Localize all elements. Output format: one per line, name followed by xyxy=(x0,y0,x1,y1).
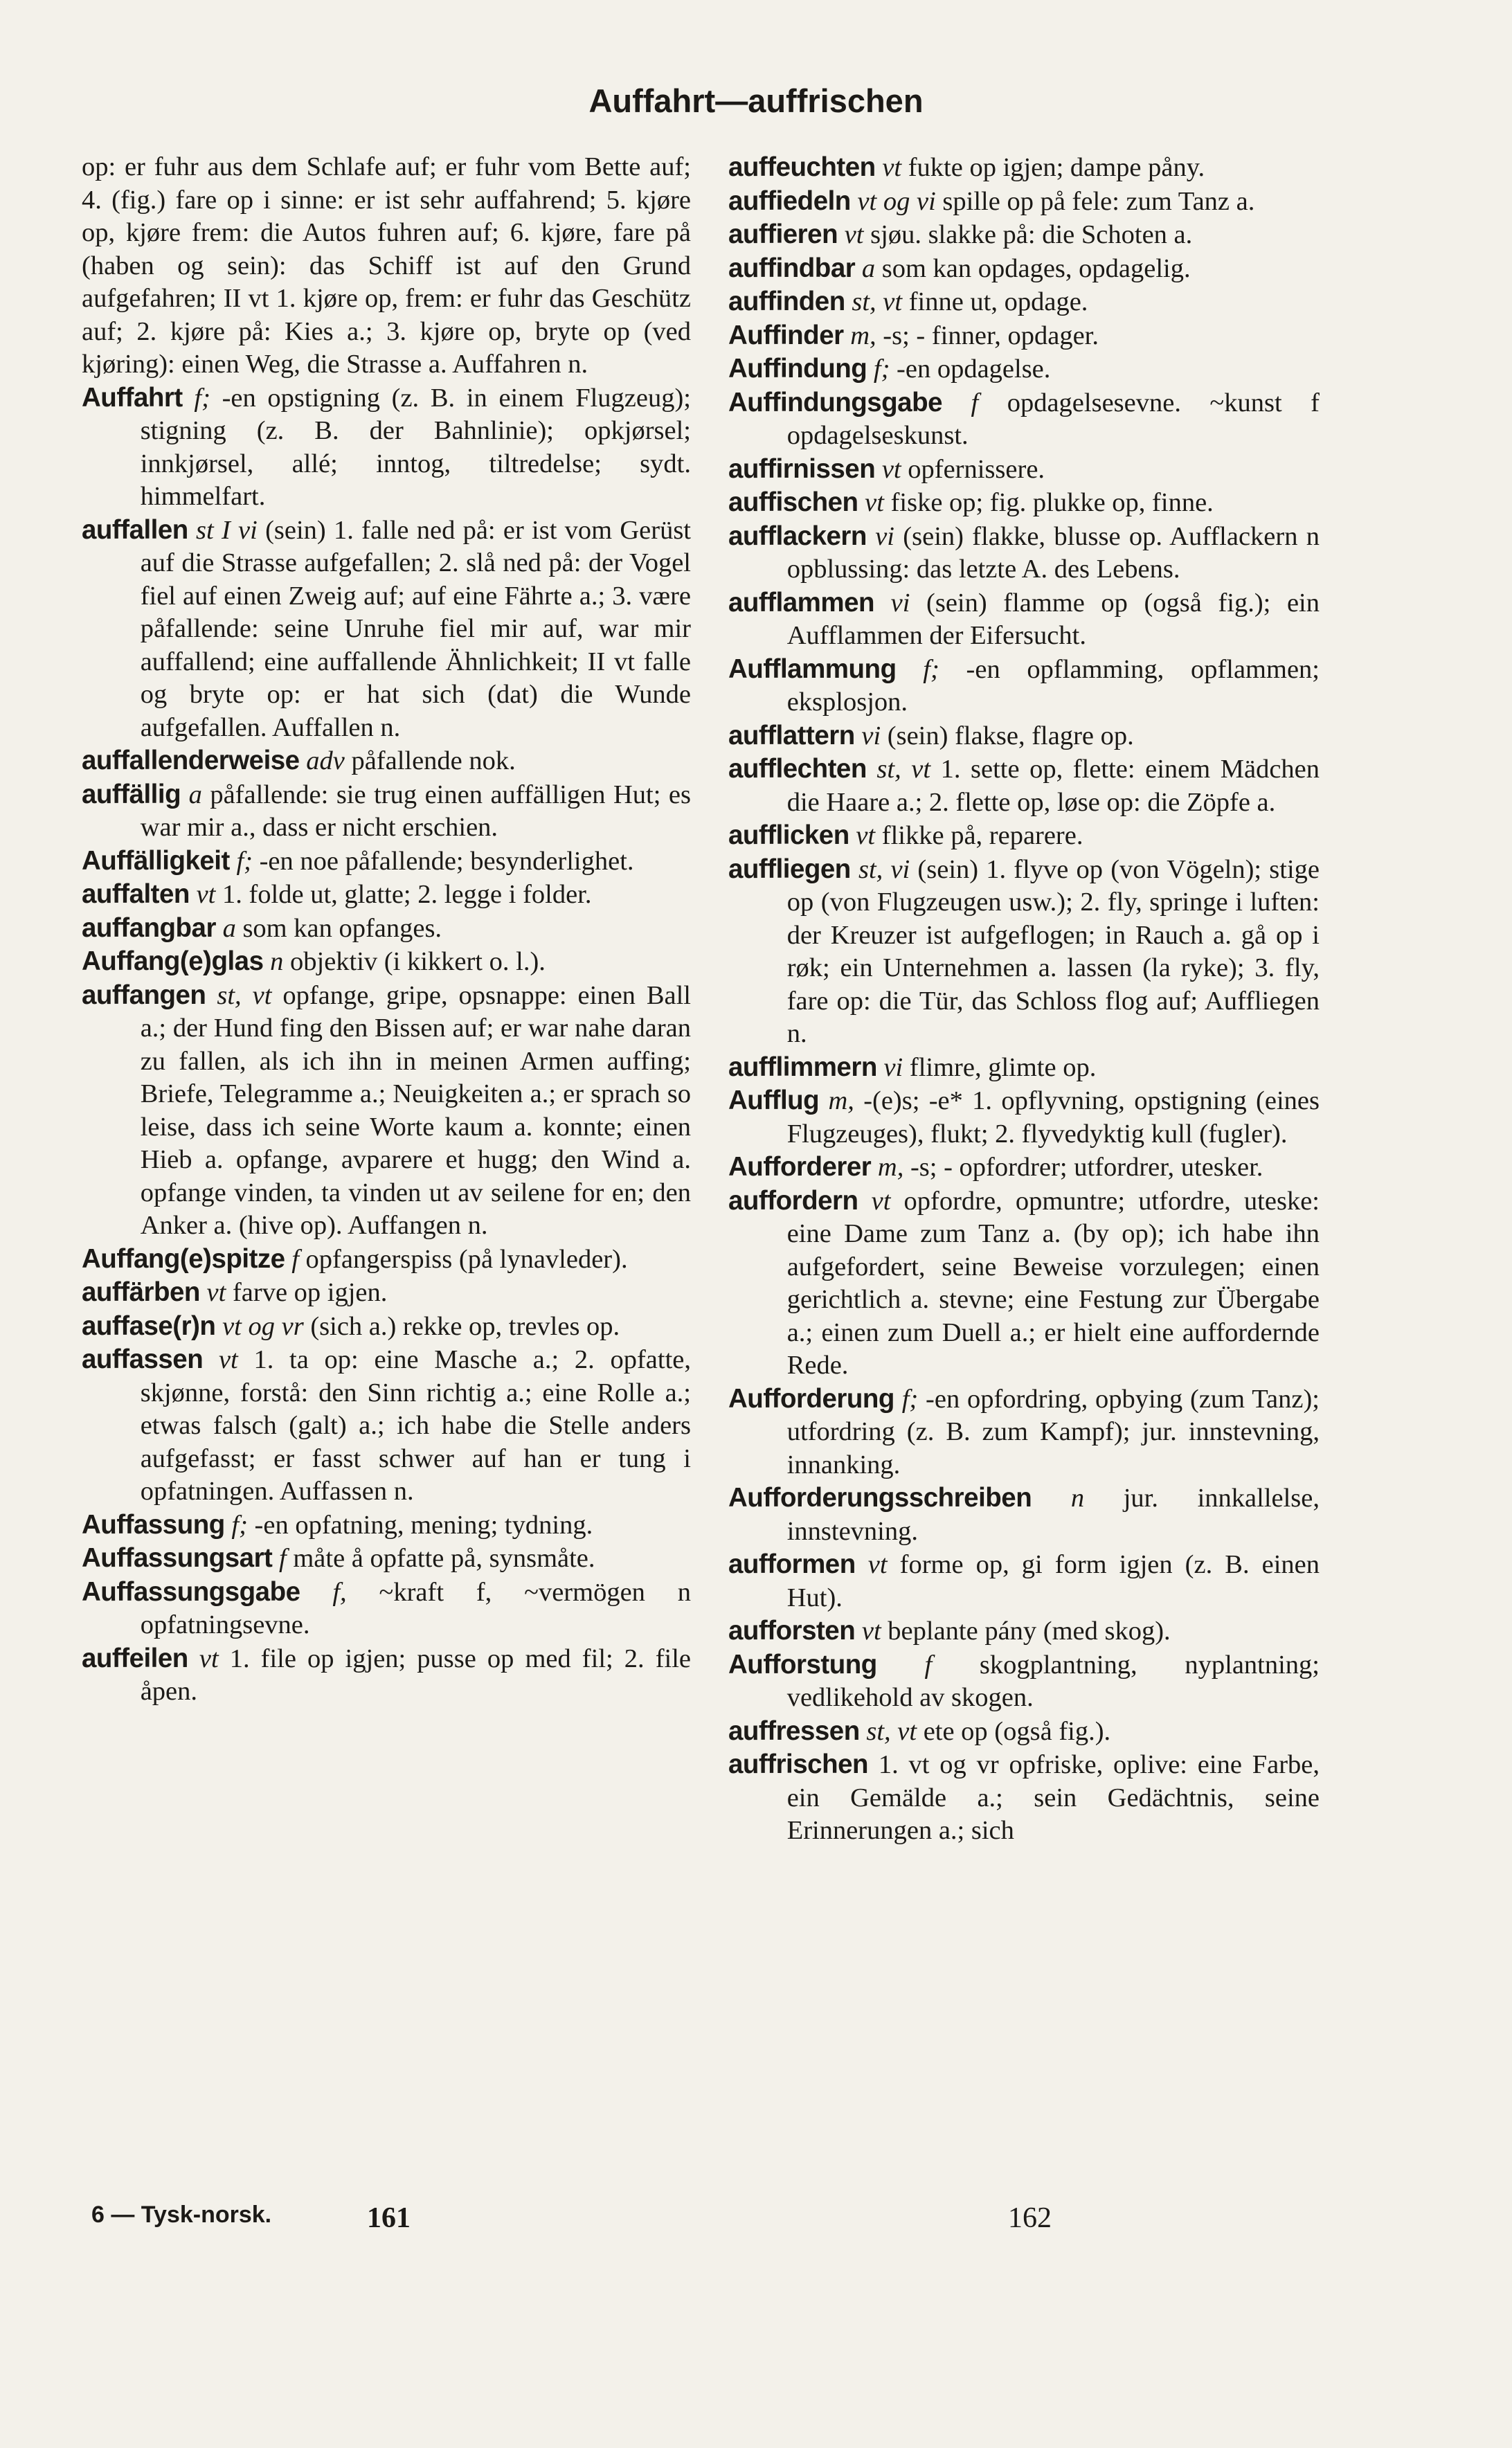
right-column xyxy=(728,151,1320,1848)
entry-text: som kan opdages, opdagelig. xyxy=(881,253,1191,283)
entry-headword: Auffassungsart xyxy=(82,1543,273,1573)
entry-headword: auffase(r)n xyxy=(82,1311,216,1341)
entry-grammar: st, vt xyxy=(866,755,941,784)
entry-grammar: f xyxy=(272,1544,294,1573)
footer-volume: 6 — Tysk-norsk. xyxy=(91,2202,272,2228)
entry-text: sjøu. slakke på: die Schoten a. xyxy=(870,220,1193,249)
dictionary-entry xyxy=(728,1614,1320,1648)
entry-grammar: vt xyxy=(849,821,882,850)
entry-text: beplante pány (med skog). xyxy=(888,1617,1171,1646)
entry-text: påfallende nok. xyxy=(351,746,516,775)
dictionary-entry xyxy=(82,1343,691,1509)
entry-text: flimre, glimte op. xyxy=(909,1052,1097,1082)
dictionary-entry xyxy=(728,1548,1320,1614)
entry-grammar: m, xyxy=(871,1153,910,1182)
entry-grammar: a xyxy=(215,913,243,943)
entry-headword: auffangbar xyxy=(82,912,216,943)
entry-headword: Auffinder xyxy=(728,320,844,350)
dictionary-entry xyxy=(82,1310,691,1344)
page-number-right: 162 xyxy=(1008,2202,1052,2234)
entry-text: 1. folde ut, glatte; 2. legge i folder. xyxy=(222,880,592,909)
dictionary-entry xyxy=(82,912,691,946)
entry-text: opfordre, opmuntre; utfordre, uteske: eine Dame zum Tanz a. (by op); ich habe ihn aufgefordert, seine Beweise vorzulegen; einen gerichtlich a. stevne; eine Festung zur Übergabe a.; einen zum Duell a.; er hielt eine auffordernde Rede. xyxy=(786,1186,1320,1380)
entry-headword: auffressen xyxy=(728,1716,860,1746)
entry-headword: Auffindungsgabe xyxy=(728,387,943,417)
entry-grammar xyxy=(868,1750,879,1779)
entry-grammar: vt xyxy=(875,454,908,484)
dictionary-entry xyxy=(728,853,1320,1051)
dictionary-entry xyxy=(82,979,691,1243)
entry-headword: auffliegen xyxy=(728,854,851,884)
entry-headword: Auffang(e)glas xyxy=(82,946,264,976)
dictionary-entry xyxy=(82,1642,691,1709)
entry-headword: Auffindung xyxy=(728,354,867,384)
entry-text: opdagelsesevne. ~kunst f opdagelseskunst. xyxy=(786,388,1320,450)
entry-grammar: vt xyxy=(203,1345,254,1374)
entry-grammar: vt xyxy=(855,1550,900,1579)
entry-grammar: f; xyxy=(896,654,966,684)
entry-headword: auffieren xyxy=(728,219,838,249)
entry-grammar: vi xyxy=(876,1052,910,1082)
dictionary-entry xyxy=(728,586,1320,653)
entry-text: opfange, gripe, opsnappe: einen Ball a.; der Hund fing den Bissen auf; er war nahe daran zu fallen, als ich ihn in meinen Armen auffing; Briefe, Telegramme a.; Neuigkeiten a.; er sprach so leise, dass ich seine Worte kaum a. konnte; einen Hieb a. opfange, avparere et hugg; den Wind a. opfange vinden, ta vinden ut av seilene for en; den Anker a. (hive op). Auffangen n. xyxy=(140,980,691,1240)
entry-grammar: st, vt xyxy=(206,980,283,1010)
dictionary-entry xyxy=(728,1084,1320,1151)
entry-headword: auffischen xyxy=(728,487,858,517)
dictionary-entry xyxy=(82,514,691,745)
entry-grammar: st I vi xyxy=(188,515,266,545)
entry-text: forme op, gi form igjen (z. B. einen Hut). xyxy=(786,1550,1320,1612)
dictionary-entry xyxy=(728,819,1320,853)
entry-text: måte å opfatte på, synsmåte. xyxy=(293,1544,595,1573)
entry-text: -en opdagelse. xyxy=(897,354,1051,384)
entry-text: farve op igjen. xyxy=(232,1278,388,1307)
entry-headword: auffinden xyxy=(728,287,845,316)
dictionary-entry xyxy=(728,352,1320,386)
dictionary-entry xyxy=(728,386,1320,453)
entry-grammar: f xyxy=(942,388,1007,417)
entry-grammar: f, xyxy=(300,1577,379,1607)
entry-text: (sich a.) rekke op, trevles op. xyxy=(310,1311,620,1341)
entry-headword: aufflattern xyxy=(728,720,855,750)
entry-grammar: st, vi xyxy=(850,854,918,884)
dictionary-entry xyxy=(82,1276,691,1310)
entry-headword: Auffang(e)spitze xyxy=(82,1243,285,1274)
entry-headword: Aufforderung xyxy=(728,1383,894,1414)
dictionary-entry xyxy=(82,878,691,912)
dictionary-entry xyxy=(728,753,1320,819)
entry-grammar: f; xyxy=(224,1510,255,1540)
entry-grammar: vi xyxy=(854,721,888,750)
entry-grammar: n xyxy=(263,947,290,976)
entry-text: påfallende: sie trug einen auffälligen Hut; es war mir a., dass er nicht erschien. xyxy=(140,780,691,842)
entry-grammar: st, vt xyxy=(859,1716,924,1746)
entry-text: (sein) 1. falle ned på: er ist vom Gerüst auf die Strasse aufgefallen; 2. slå ned på: der Vogel fiel auf einen Zweig auf; auf eine Fährte a.; 3. være påfallende: seine Unruhe fiel mir auf, war mir auffallend; eine auffallende Ähnlichkeit; II vt falle og bryte op: er hat sich (dat) die Wunde aufgefallen. Auffallen n. xyxy=(140,515,691,742)
entry-grammar: adv xyxy=(299,746,352,775)
entry-headword: Aufforstung xyxy=(728,1649,877,1680)
entry-text: -en noe påfallende; besynderlighet. xyxy=(259,846,634,876)
entry-text: skogplantning, nyplantning; vedlikehold av skogen. xyxy=(786,1650,1320,1712)
dictionary-entry xyxy=(728,285,1320,319)
entry-text: flikke på, reparere. xyxy=(881,821,1083,850)
entry-grammar: vt xyxy=(188,1644,230,1673)
entry-grammar: f; xyxy=(894,1384,926,1414)
entry-text: spille op på fele: zum Tanz a. xyxy=(942,186,1255,216)
dictionary-entry xyxy=(728,719,1320,753)
entry-grammar: m, xyxy=(843,321,883,350)
entry-grammar: a xyxy=(855,253,882,283)
entry-grammar: f xyxy=(285,1244,306,1274)
page-number-left: 161 xyxy=(367,2202,411,2234)
entry-headword: Auffassungsgabe xyxy=(82,1576,300,1607)
entry-text: -s; - finner, opdager. xyxy=(883,321,1099,350)
entry-headword: Auffälligkeit xyxy=(82,845,230,876)
entry-text: -en opfatning, mening; tydning. xyxy=(254,1510,593,1540)
entry-text: -en opfordring, opbying (zum Tanz); utfordring (z. B. zum Kampf); jur. innstevning, innanking. xyxy=(786,1384,1320,1479)
entry-text: 1. vt og vr opfriske, oplive: eine Farbe, ein Gemälde a.; sein Gedächtnis, seine Erinnerungen a.; sich xyxy=(786,1750,1320,1845)
entry-grammar: vt xyxy=(858,1186,904,1216)
entry-text: -s; - opfordrer; utfordrer, utesker. xyxy=(910,1153,1263,1182)
entry-headword: auffällig xyxy=(82,779,181,809)
entry-headword: auffeuchten xyxy=(728,152,876,182)
dictionary-entry xyxy=(82,1509,691,1542)
entry-text: (sein) flakke, blusse op. Aufflackern n opblussing: das letzte A. des Lebens. xyxy=(786,521,1320,584)
dictionary-entry xyxy=(728,486,1320,520)
entry-headword: auffärben xyxy=(82,1277,200,1307)
entry-grammar: vt xyxy=(838,220,871,249)
entry-text: 1. file op igjen; pusse op med fil; 2. file åpen. xyxy=(140,1644,691,1706)
dictionary-entry xyxy=(82,945,691,979)
dictionary-entry xyxy=(728,453,1320,487)
entry-grammar: vi xyxy=(866,521,903,551)
dictionary-entry xyxy=(728,1051,1320,1085)
page-header: Auffahrt—auffrischen xyxy=(588,82,924,119)
entry-headword: auffalten xyxy=(82,879,190,909)
dictionary-entry xyxy=(82,151,691,381)
dictionary-entry xyxy=(728,1648,1320,1715)
dictionary-entry xyxy=(728,185,1320,219)
dictionary-entry xyxy=(82,1576,691,1642)
entry-grammar: vt xyxy=(875,153,908,182)
entry-grammar: st, vt xyxy=(845,287,909,316)
entry-headword: Aufforderungsschreiben xyxy=(728,1483,1032,1513)
entry-grammar: vt xyxy=(855,1617,888,1646)
entry-grammar: f; xyxy=(229,846,260,876)
entry-headword: aufflechten xyxy=(728,754,867,784)
entry-text: -en opflamming, opflammen; eksplosjon. xyxy=(786,654,1320,717)
dictionary-entry xyxy=(728,1185,1320,1383)
entry-headword: aufflimmern xyxy=(728,1052,877,1082)
dictionary-entry xyxy=(728,252,1320,286)
dictionary-entry xyxy=(82,1542,691,1576)
entry-headword: aufflammen xyxy=(728,587,875,618)
dictionary-entry xyxy=(728,218,1320,252)
entry-headword: auffiedeln xyxy=(728,186,851,216)
entry-text: 1. ta op: eine Masche a.; 2. opfatte, skjønne, forstå: den Sinn richtig a.; eine Rolle a.; etwas falsch (galt) a.; ich habe die Stelle anders aufgefasst; er fasst schwer auf han er tung i opfatningen. Auffassen n. xyxy=(140,1345,691,1506)
dictionary-entry xyxy=(82,1243,691,1277)
entry-text: (sein) flakse, flagre op. xyxy=(887,721,1134,750)
entry-grammar: f xyxy=(876,1650,980,1680)
entry-text: op: er fuhr aus dem Schlafe auf; er fuhr vom Bette auf; 4. (fig.) fare op i sinne: er ist sehr auffahrend; 5. kjøre op, kjøre frem: die Autos fuhren auf; 6. kjøre, fare på (haben og sein): das Schiff ist auf den Grund aufgefahren; II vt 1. kjøre op, frem: er fuhr das Geschütz auf; 2. kjøre på: Kies a.; 3. kjøre op, bryte op (ved kjøring): einen Weg, die Strasse a. Auffahren n. xyxy=(82,152,691,379)
left-column xyxy=(82,151,691,1709)
entry-grammar: vt xyxy=(199,1278,233,1307)
dictionary-entry xyxy=(728,1748,1320,1848)
entry-grammar: a xyxy=(181,780,210,809)
entry-headword: aufformen xyxy=(728,1549,856,1579)
entry-text: som kan opfanges. xyxy=(242,913,442,943)
entry-headword: auffirnissen xyxy=(728,453,876,484)
entry-headword: auffeilen xyxy=(82,1643,188,1673)
entry-grammar: vt og vr xyxy=(215,1311,311,1341)
entry-text: finne ut, opdage. xyxy=(908,287,1088,316)
entry-grammar: f; xyxy=(867,354,897,384)
dictionary-entry xyxy=(728,653,1320,719)
entry-grammar: n xyxy=(1032,1484,1124,1513)
dictionary-entry xyxy=(82,845,691,879)
entry-text: jur. innkallelse, innstevning. xyxy=(786,1484,1320,1546)
entry-grammar: m, xyxy=(819,1086,864,1115)
entry-headword: aufforsten xyxy=(728,1616,856,1646)
entry-headword: auffassen xyxy=(82,1344,204,1374)
entry-grammar: vi xyxy=(874,588,927,618)
dictionary-entry xyxy=(82,381,691,514)
entry-headword: Auffassung xyxy=(82,1509,225,1540)
entry-grammar: vt og vi xyxy=(850,186,943,216)
entry-headword: Aufforderer xyxy=(728,1152,872,1182)
dictionary-entry xyxy=(82,778,691,845)
entry-headword: Auffahrt xyxy=(82,382,183,413)
entry-grammar: vt xyxy=(858,488,891,517)
entry-headword: auffrischen xyxy=(728,1749,869,1779)
entry-text: ~kraft f, ~vermögen n opfatningsevne. xyxy=(140,1577,691,1639)
entry-grammar: vt xyxy=(189,880,222,909)
entry-headword: auffordern xyxy=(728,1185,858,1216)
entry-text: opfernissere. xyxy=(908,454,1045,484)
entry-headword: aufflicken xyxy=(728,820,849,850)
entry-text: -en opstigning (z. B. in einem Flugzeug); stigning (z. B. der Bahnlinie); opkjørsel; innkjørsel, allé; inntog, tiltredelse; sydt. himmelfart. xyxy=(140,383,691,511)
dictionary-entry xyxy=(82,744,691,778)
dictionary-entry xyxy=(728,319,1320,353)
entry-grammar: f; xyxy=(182,383,222,413)
entry-headword: Aufflug xyxy=(728,1086,820,1115)
entry-text: -(e)s; -e* 1. opflyvning, opstigning (eines Flugzeuges), flukt; 2. flyvedyktig kull (fugler). xyxy=(786,1086,1320,1149)
entry-headword: aufflackern xyxy=(728,521,867,551)
entry-text: (sein) flamme op (også fig.); ein Aufflammen der Eifersucht. xyxy=(786,588,1320,650)
entry-headword: auffallenderweise xyxy=(82,746,300,775)
dictionary-entry xyxy=(728,520,1320,586)
entry-text: 1. sette op, flette: einem Mädchen die Haare a.; 2. flette op, løse op: die Zöpfe a. xyxy=(786,755,1320,817)
entry-headword: Aufflammung xyxy=(728,654,897,684)
entry-headword: auffindbar xyxy=(728,253,856,283)
entry-text: (sein) 1. flyve op (von Vögeln); stige op (von Flugzeugen usw.); 2. fly, springe i luften: der Kreuzer ist aufgeflogen; in Rauch a. gå op i røk; ein Unternehmen a. lassen (la ryke); 3. fly, fare op: die Tür, das Schloss flog auf; Auffliegen n. xyxy=(786,854,1320,1048)
entry-headword: auffangen xyxy=(82,980,206,1010)
entry-text: ete op (også fig.). xyxy=(923,1716,1111,1746)
entry-text: fiske op; fig. plukke op, finne. xyxy=(890,488,1214,517)
dictionary-entry xyxy=(728,1482,1320,1548)
dictionary-entry xyxy=(728,1151,1320,1185)
entry-text: fukte op igjen; dampe påny. xyxy=(908,153,1205,182)
entry-text: objektiv (i kikkert o. l.). xyxy=(290,947,546,976)
entry-headword: auffallen xyxy=(82,514,188,545)
entry-text: opfangerspiss (på lynavleder). xyxy=(305,1244,628,1274)
dictionary-entry xyxy=(728,1383,1320,1482)
dictionary-entry xyxy=(728,151,1320,185)
dictionary-entry xyxy=(728,1715,1320,1749)
